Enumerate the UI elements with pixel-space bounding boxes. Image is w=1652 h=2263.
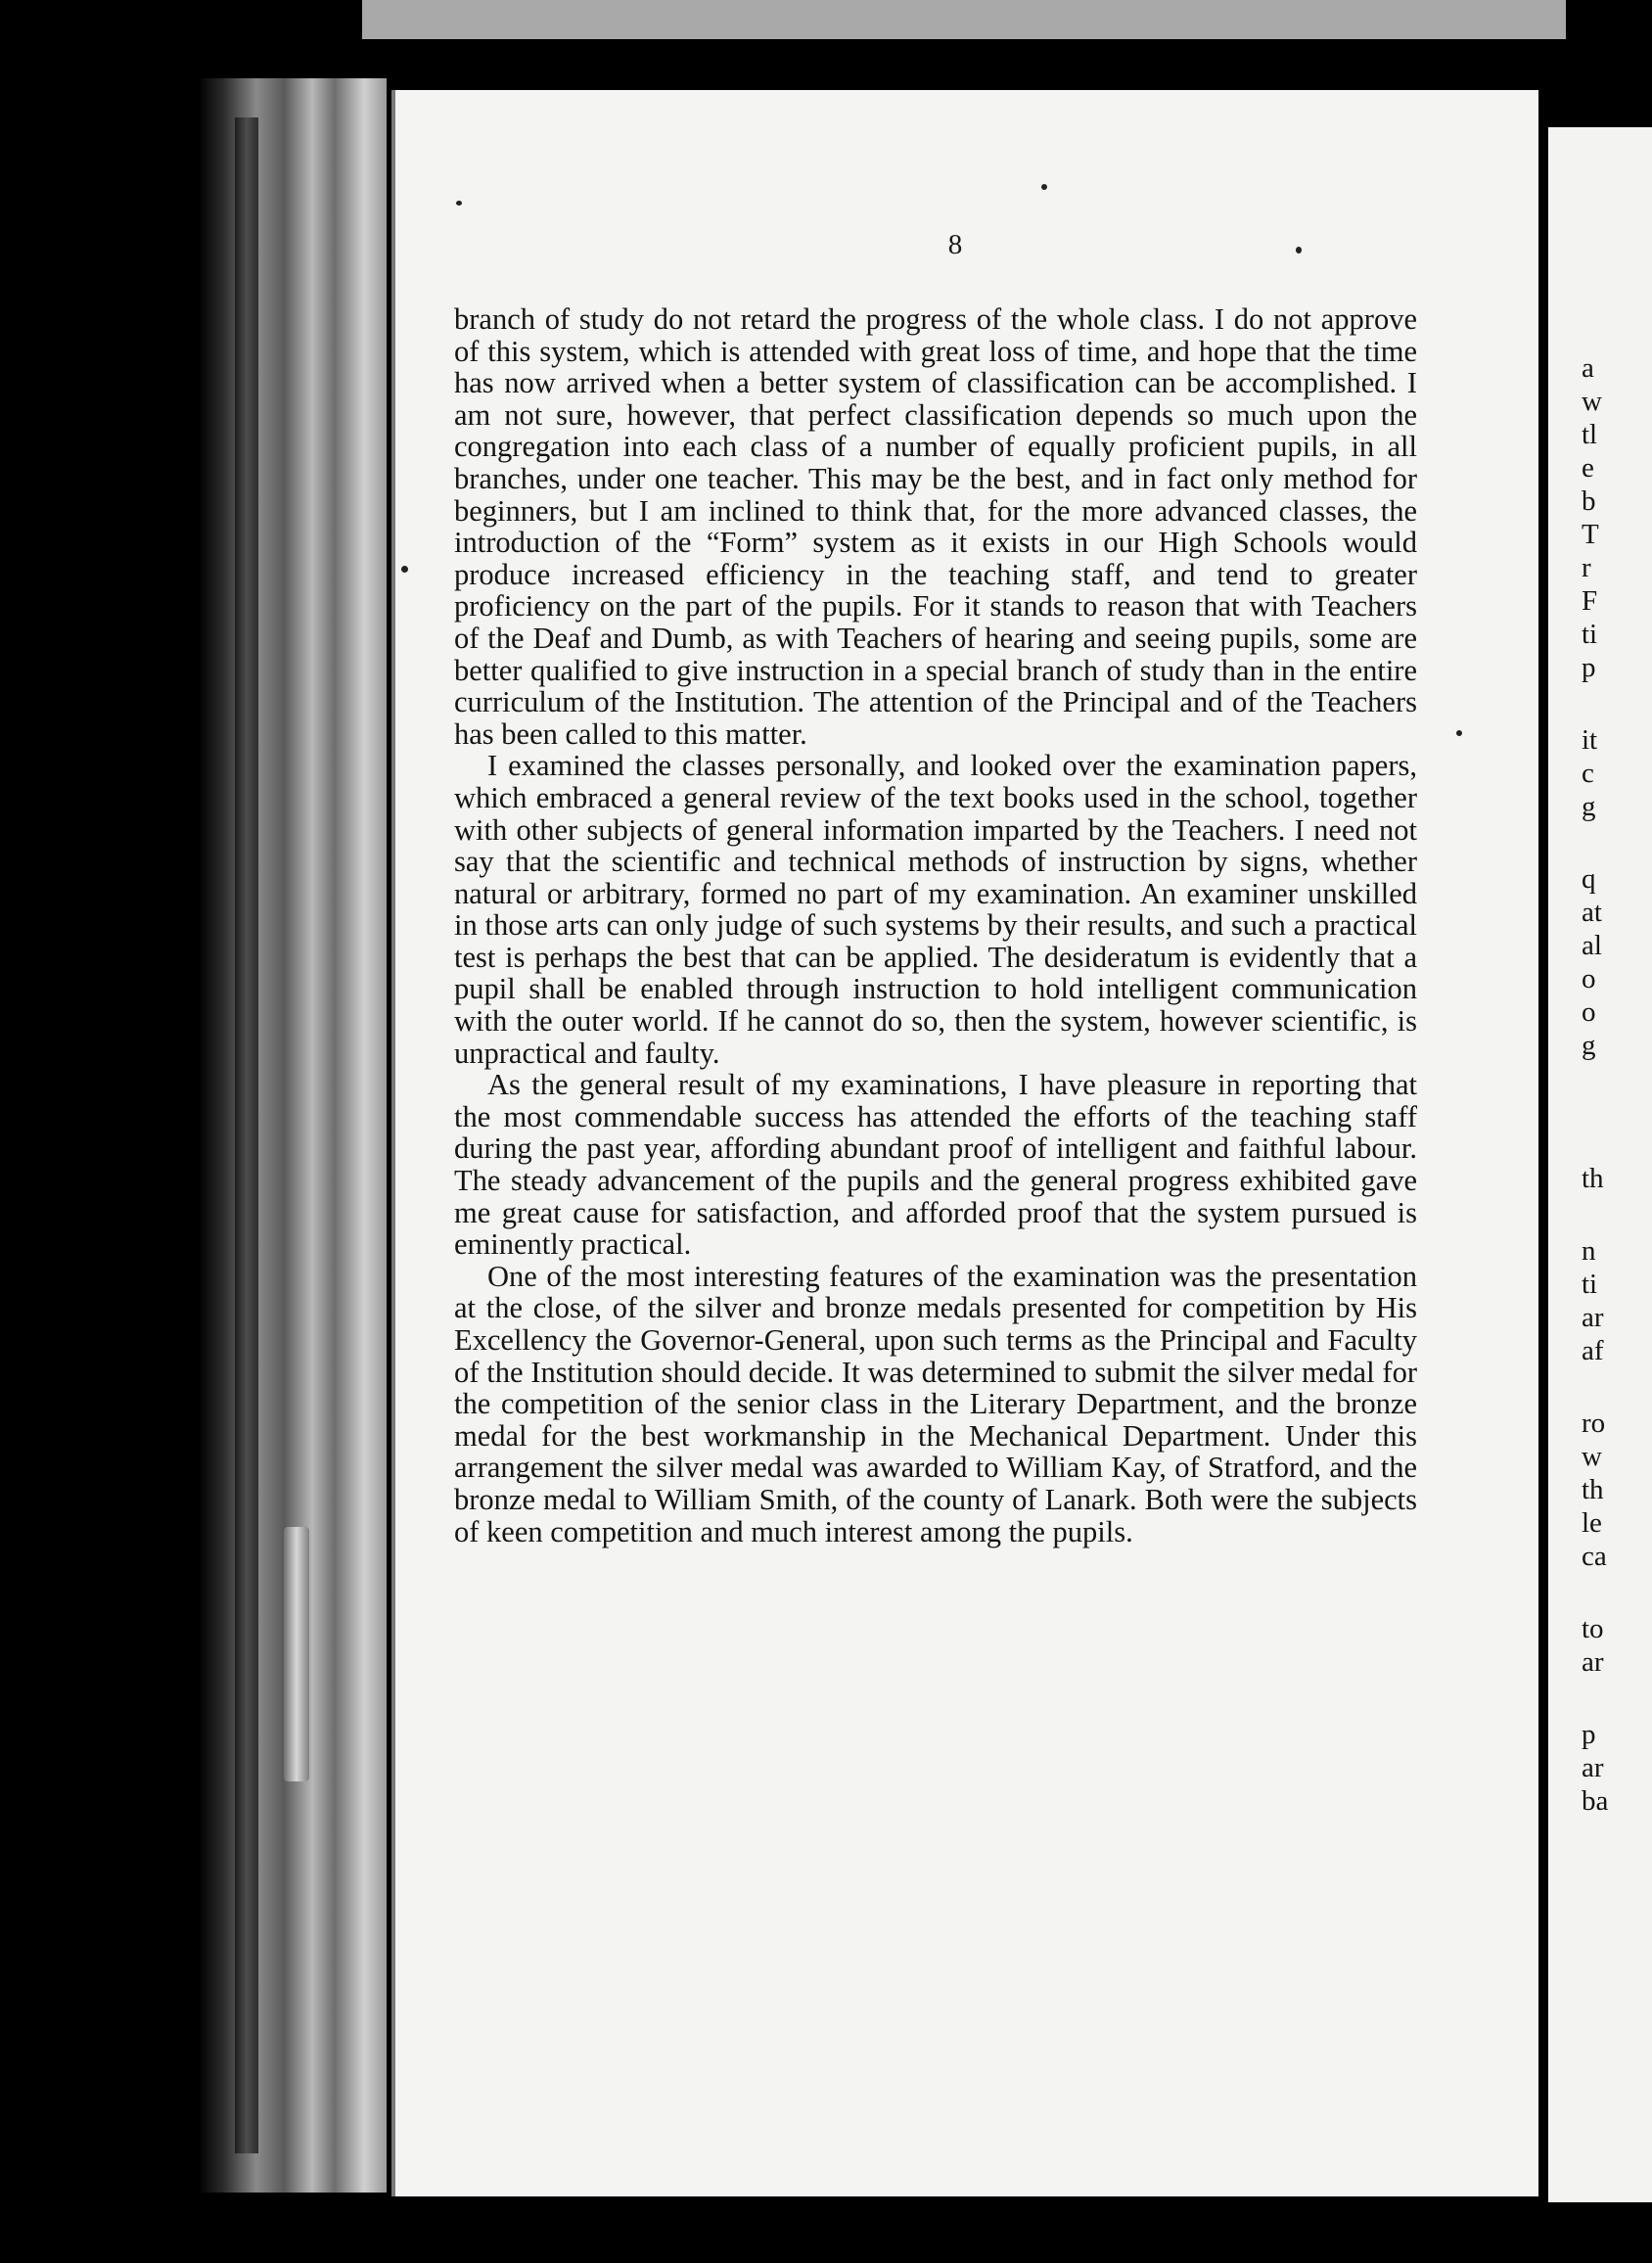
paragraph-general-result: As the general result of my examinations, I have pleasure in reporting that the most commendable success has attended the efforts of the teaching staff during the past year, affording abundant proof of intelligent and faithful labour. The steady advancement of the pupils and the general progress exhibited gave me great cause for satisfaction, and afforded proof that the system pursued is eminently practical. — [454, 1068, 1417, 1262]
scanner-frame-top — [362, 0, 1566, 39]
right-page-fragment: ti — [1582, 619, 1598, 650]
right-page-fragment: F — [1582, 585, 1598, 617]
right-page-fragment: p — [1582, 652, 1596, 683]
scan-speck — [456, 201, 462, 206]
right-page-fragment: ar — [1582, 1752, 1604, 1783]
right-page-fragment: it — [1582, 724, 1598, 756]
scan-speck — [1041, 184, 1047, 190]
right-page-fragment: at — [1582, 897, 1602, 928]
scan-speck — [401, 566, 408, 573]
book-binding — [235, 117, 258, 2153]
right-page-fragment: p — [1582, 1719, 1596, 1750]
right-page-fragment: a — [1582, 352, 1594, 384]
right-page-fragment: g — [1582, 791, 1596, 822]
right-page-fragment: T — [1582, 519, 1599, 550]
scan-speck — [1296, 247, 1302, 254]
right-page-fragment: o — [1582, 996, 1596, 1028]
right-page-fragment: e — [1582, 452, 1594, 484]
right-page-fragment: ar — [1582, 1646, 1604, 1678]
right-page-fragment: al — [1582, 930, 1602, 961]
right-page-fragment: n — [1582, 1235, 1596, 1267]
bookmark-ribbon — [284, 1527, 309, 1781]
paragraph-continued: branch of study do not retard the progress of the whole class. I do not approve of this system, which is attended with great loss of time, and hope that the time has now arrived when a better system of classification can be accomplished. I am not sure, however, that perfect classification depends so much upon the congregation into each class of a number of equally proficient pupils, in all branches, under one teacher. This may be the best, and in fact only method for beginners, but I am inclined to think that, for the more advanced classes, the introduction of the “Form” system as it exists in our High Schools would produce increased efficiency in the teaching staff, and tend to greater proficiency on the part of the pupils. For it stands to reason that with Teachers of the Deaf and Dumb, as with Teachers of hearing and seeing pupils, some are better qualified to give instruction in a special branch of study than in the entire curriculum of the Institution. The attention of the Principal and of the Teachers has been called to this matter. — [454, 302, 1417, 751]
right-page-fragment: c — [1582, 758, 1594, 789]
right-page-fragment: ti — [1582, 1269, 1598, 1300]
right-page-fragment: ca — [1582, 1541, 1607, 1572]
paragraph-examination: I examined the classes personally, and looked over the examination papers, which embraced a general review of the text books used in the school, together with other subjects of general information imparted by the Teachers. I need not say that the scientific and technical methods of instruction by signs, whether natural or arbitrary, formed no part of my examination. An examiner unskilled in those arts can only judge of such systems by their results, and such a practical test is perhaps the best that can be applied. The desideratum is evidently that a pupil shall be enabled through instruction to hold intelligent communication with the outer world. If he cannot do so, then the system, however scientific, is unpractical and faulty. — [454, 749, 1417, 1070]
right-page-fragment: w — [1582, 1441, 1602, 1472]
page-edges — [201, 78, 387, 2193]
right-page-fragment: g — [1582, 1030, 1596, 1061]
right-page-fragment: ar — [1582, 1302, 1604, 1333]
right-page-fragment: ba — [1582, 1785, 1609, 1817]
body-text — [454, 303, 1417, 1547]
right-page-fragment: o — [1582, 963, 1596, 994]
right-page-fragment: ro — [1582, 1408, 1606, 1439]
right-page-fragment: to — [1582, 1613, 1604, 1644]
page-number: 8 — [947, 229, 963, 260]
right-page-fragment: le — [1582, 1507, 1602, 1539]
right-page-fragment: q — [1582, 863, 1596, 895]
right-page-fragment: b — [1582, 485, 1596, 517]
right-page-fragment: th — [1582, 1474, 1604, 1505]
right-page-fragment: w — [1582, 386, 1602, 417]
right-page-fragment: r — [1582, 552, 1591, 583]
right-page-fragment: af — [1582, 1335, 1604, 1366]
paragraph-medals: One of the most interesting features of the examination was the presentation at the close, of the silver and bronze medals presented for competition by His Excellency the Governor-General, upon such terms as the Principal and Faculty of the Institution should decide. It was determined to submit the silver medal for the competition of the senior class in the Literary Department, and the bronze medal for the best workmanship in the Mechanical Department. Under this arrangement the silver medal was awarded to William Kay, of Stratford, and the bronze medal to William Smith, of the county of Lanark. Both were the subjects of keen competition and much interest among the pupils. — [454, 1259, 1417, 1548]
right-page-fragment: th — [1582, 1163, 1604, 1194]
right-page-fragment: tl — [1582, 419, 1598, 450]
scan-speck — [1456, 730, 1462, 736]
